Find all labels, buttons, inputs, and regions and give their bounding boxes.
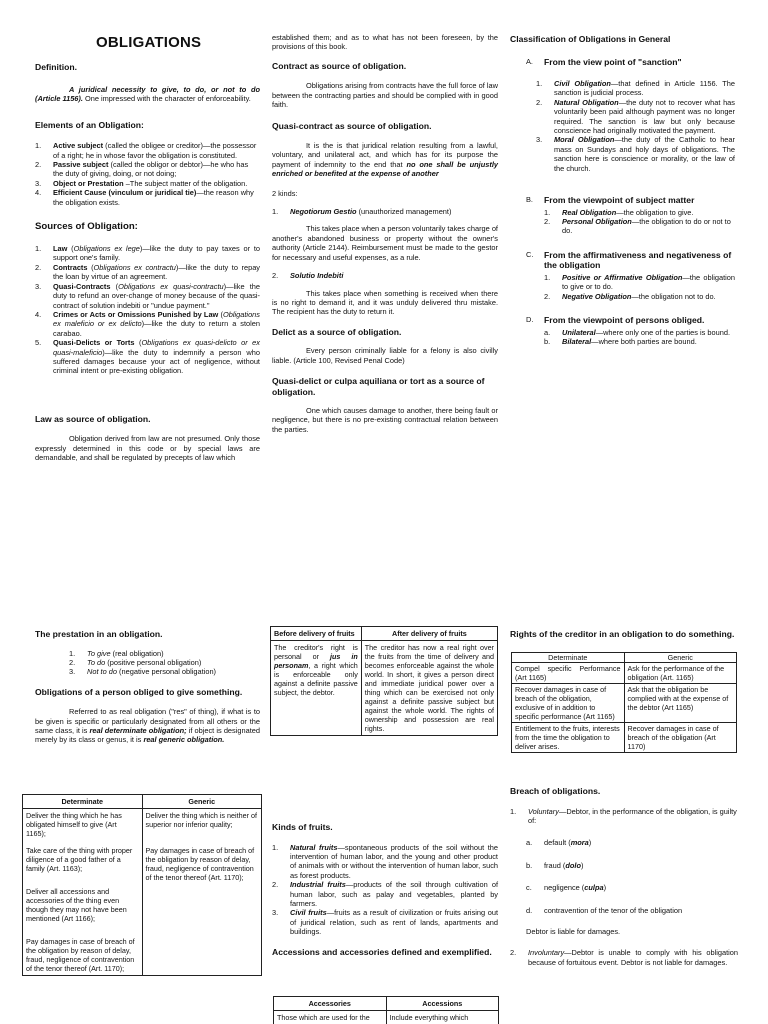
kinds-of-fruits-heading: Kinds of fruits. (272, 822, 333, 832)
definition-text: A juridical necessity to give, to do, or not to do (Article 1156). One impressed with the character of enforceability. (35, 84, 260, 104)
kinds-of-fruits-list (272, 843, 498, 937)
voluntary-list (526, 838, 738, 936)
list-item: a. default (mora) (526, 838, 592, 848)
fruits-table (270, 626, 498, 736)
quasi-contract-heading: Quasi-contract as source of obligation. (272, 120, 432, 131)
list-item: 2. Contracts (Obligations ex contractu)—like the duty to repay the loan by virtue of an agreement. (35, 262, 260, 282)
list-item: 2. Negative Obligation—the obligation not to do. (544, 291, 716, 301)
solutio-indebiti-text: This takes place when something is received when there is no right to demand it, and it was unduly delivered thru mistake. The recipient has the duty to return it. (272, 288, 498, 317)
list-item: 2. Industrial fruits—products of the soil through cultivation of human labor, such as palay and vegetables, planted by farmers. (272, 880, 498, 908)
list-item: b. fraud (dolo) (526, 860, 584, 870)
list-item: 1. To give (real obligation) (69, 648, 164, 658)
list-item: 2. Personal Obligation—the obligation to do or not to do. (544, 216, 731, 236)
table-row: Entitlement to the fruits, interests from the time the obligation to deliver arises. Recover damages in case of breach of the obligation (Art 1170) (512, 723, 737, 753)
list-item: 3. Civil fruits—fruits as a result of civilization or fruits arising out of juridical relation, such as rent of lands, apartments and buildings. (272, 908, 499, 937)
table-row: Those which are used for the Include everything which (274, 1011, 499, 1024)
delict-text: Every person criminally liable for a felony is also civilly liable. (Article 100, Revised Penal Code) (272, 346, 498, 365)
elements-heading: Elements of an Obligation: (35, 119, 144, 130)
list-item: 4. Efficient Cause (vinculum or juridical tie)—the reason why the obligation exists. (35, 188, 254, 207)
list-item: 2. Natural Obligation—the duty not to recover what has voluntarily been paid although payment was no longer required. The sanction is law but only because conscience had originally motivated the payment. (536, 97, 735, 136)
page-gap (0, 560, 768, 618)
section-a-heading: A. From the view point of "sanction" (526, 56, 682, 67)
page2-column-3 (510, 629, 738, 640)
delict-heading: Delict as a source of obligation. (272, 326, 402, 337)
accessions-table (273, 996, 499, 1024)
list-item: 1. Civil Obligation—that defined in Article 1156. The sanction is judicial process. (536, 79, 735, 98)
quasi-contract-text: It is the is that juridical relation resulting from a lawful, voluntary, and unilateral act, and which has for its purpose the payment of indemnity to the end that no one shall be unjustly enriched or benefited at the expense of another (272, 141, 498, 179)
list-item: a. Unilateral—where only one of the parties is bound. (544, 327, 731, 337)
contract-heading: Contract as source of obligation. (272, 60, 407, 71)
law-text: Obligation derived from law are not presumed. Only those expressly determined in this code or by special laws are demandable, and shall be regulated by precepts of law which (35, 434, 260, 463)
table-row: Deliver all accessions and accessories of the thing even though they may not have been mentioned (Art 1166); (23, 885, 262, 935)
list-item: 1. Law (Obligations ex lege)—like the duty to pay taxes or to support one's family. (35, 244, 260, 263)
classification-heading: Classification of Obligations in General (510, 34, 671, 44)
quasi-delict-text: One which causes damage to another, there being fault or negligence, but there is no pre-existing contractual relation between the parties. (272, 406, 498, 434)
rights-heading: Rights of the creditor in an obligation to do something. (510, 629, 735, 639)
section-b-list (544, 208, 735, 236)
definition-heading: Definition. (35, 62, 78, 73)
table-header: Determinate Generic (512, 653, 737, 663)
table-row: Compel specific Performance (Art 1165) Ask for the performance of the obligation (Art. 1165) (512, 663, 737, 684)
section-d-heading: D. From the viewpoint of persons obliged. (526, 315, 705, 325)
column-1 (35, 34, 261, 463)
list-item: d. contravention of the tenor of the obligation (526, 905, 683, 915)
column-2 (272, 33, 498, 434)
contract-text: Obligations arising from contracts have the full force of law between the contracting parties and should be complied with in good faith. (272, 81, 498, 110)
elements-list (35, 141, 260, 207)
quasi-delict-heading: Quasi-delict or culpa aquiliana or tort as a source of obligation. (272, 376, 485, 397)
accessions-heading: Accessions and accessories defined and exemplified. (272, 946, 492, 957)
list-item: 5. Quasi-Delicts or Torts (Obligations ex quasi-delicto or ex quasi-maleficio)—like the duty to indemnify a person who suffered damages because your act of negligence, without criminal intent or pre-existing obligation. (35, 338, 260, 376)
table-row: Deliver the thing which he has obligated himself to give (Art 1165); Deliver the thing which is neither of superior nor inferior quality; (23, 809, 262, 845)
list-item: c. negligence (culpa) (526, 883, 607, 893)
law-heading: Law as source of obligation. (35, 413, 151, 424)
section-c-list (544, 273, 735, 301)
voluntary-liable-text: Debtor is liable for damages. (526, 926, 621, 936)
table-row: The creditor's right is personal or jus in personam, a right which is enforceable only against a definite passive subject, the debtor. The creditor has now a real right over the fruits from the time of delivery and becomes enforceable against the whole world. In short, it gives a person direct and immediate juridical power over a thing which can be exercised not only against a definite passive subject but against the whole world. The rights of ownership and possession are real rights. (271, 641, 498, 736)
give-heading: Obligations of a person obliged to give something. (35, 686, 243, 697)
table-row: Recover damages in case of breach of the obligation, exclusive of in addition to specific performance (Art 1165) Ask that the obligation be complied with at the expense of the debtor (Art 1165) (512, 684, 737, 723)
list-item: 1. Natural fruits—spontaneous products of the soil without the intervention of human labor, and the young and other product of animals with or without the intervention of human labor, such as forest products. (272, 842, 498, 880)
sources-list (35, 244, 260, 376)
list-item: b. Bilateral—where both parties are bound. (544, 336, 697, 346)
page-2 (0, 618, 768, 1024)
give-table (22, 794, 262, 976)
table-row: Take care of the thing with proper diligence of a good father of a family (Art. 1163); Pay damages in case of breach of the obligation by reason of delay, fraud, negligence of contravention of the tenor thereof (Art. 1170); (23, 844, 262, 885)
list-item: 1. Real Obligation—the obligation to give. (544, 207, 694, 217)
section-b-heading: B. From the viewpoint of subject matter (526, 195, 695, 206)
list-item: 3. Moral Obligation—the duty of the Catholic to hear mass on Sundays and holy days of obligations. The sanction here is conscience or morality, or the law of the church. (536, 135, 735, 173)
prestation-heading: The prestation in an obligation. (35, 629, 163, 639)
rights-table (511, 652, 737, 753)
list-item: 1. Positive or Affirmative Obligation—the obligation to give or to do. (544, 272, 735, 292)
kinds-label: 2 kinds: (272, 188, 298, 198)
section-c-heading: C. From the affirmativeness and negativeness of the obligation (526, 249, 732, 271)
list-item: 2. Passive subject (called the obligor or debtor)—he who has the duty of giving, doing, or not doing; (35, 160, 249, 179)
list-item: 3. Object or Prestation –The subject matter of the obligation. (35, 178, 248, 188)
breach-heading: Breach of obligations. (510, 786, 601, 796)
law-text-continued: established them; and as to what has not been foreseen, by the provisions of this book. (272, 33, 498, 52)
sources-heading: Sources of Obligation: (35, 221, 138, 233)
page2-column-1 (35, 629, 260, 745)
list-item: 2. To do (positive personal obligation) (69, 657, 202, 667)
negotiorum-gestio-text: This takes place when a person voluntarily takes charge of another's abandoned business or property without the owner's authority (Article 2144). Reimbursement must be made to the gestor for necessary and useful expenses, as a rule. (272, 224, 498, 262)
section-a-list (536, 79, 735, 173)
breach-section (510, 786, 738, 967)
table-row: Pay damages in case of breach of the obligation by reason of delay, fraud, negligence of contravention of the tenor thereof (Art. 1170); (23, 935, 262, 976)
list-item: 1. Active subject (called the obligee or creditor)—the possessor of a right; he in whose favor the obligation is constituted. (35, 141, 257, 160)
prestation-list (69, 649, 260, 677)
table-header: Accessories Accessions (274, 997, 499, 1011)
document-title: OBLIGATIONS (96, 34, 202, 51)
give-text: Referred to as real obligation ("res" of thing), if what is to be given is specific or particularly designated from all others or the same class, it is real determinate obligation; if object is designated merely by its class or genus, it is real generic obligation. (35, 707, 260, 745)
table-header: Determinate Generic (23, 795, 262, 809)
list-item: 4. Crimes or Acts or Omissions Punished by Law (Obligations ex maleficio or ex delicto)—like the duty to return a stolen carabao. (35, 309, 261, 338)
list-item: 3. Quasi-Contracts (Obligations ex quasi-contractu)—like the duty to refund an over-change of money because of the quasi-contract of solution indebiti or "undue payment." (35, 281, 260, 310)
solutio-indebiti-heading: 2. Solutio Indebiti (272, 271, 344, 281)
table-header: Before delivery of fruits After delivery of fruits (271, 627, 498, 641)
negotiorum-gestio-heading: 1. Negotiorum Gestio (unauthorized management) (272, 207, 452, 217)
column-3 (510, 34, 735, 346)
involuntary-item: 2. Involuntary—Debtor is unable to comply with his obligation because of fortuitous event. Debtor is not liable for damages. (510, 948, 738, 967)
voluntary-item: 1. Voluntary—Debtor, in the performance of the obligation, is guilty of: (510, 806, 737, 825)
section-d-list (544, 328, 735, 347)
page2-column-2 (272, 822, 498, 957)
list-item: 3. Not to do (negative personal obligation) (69, 667, 217, 677)
